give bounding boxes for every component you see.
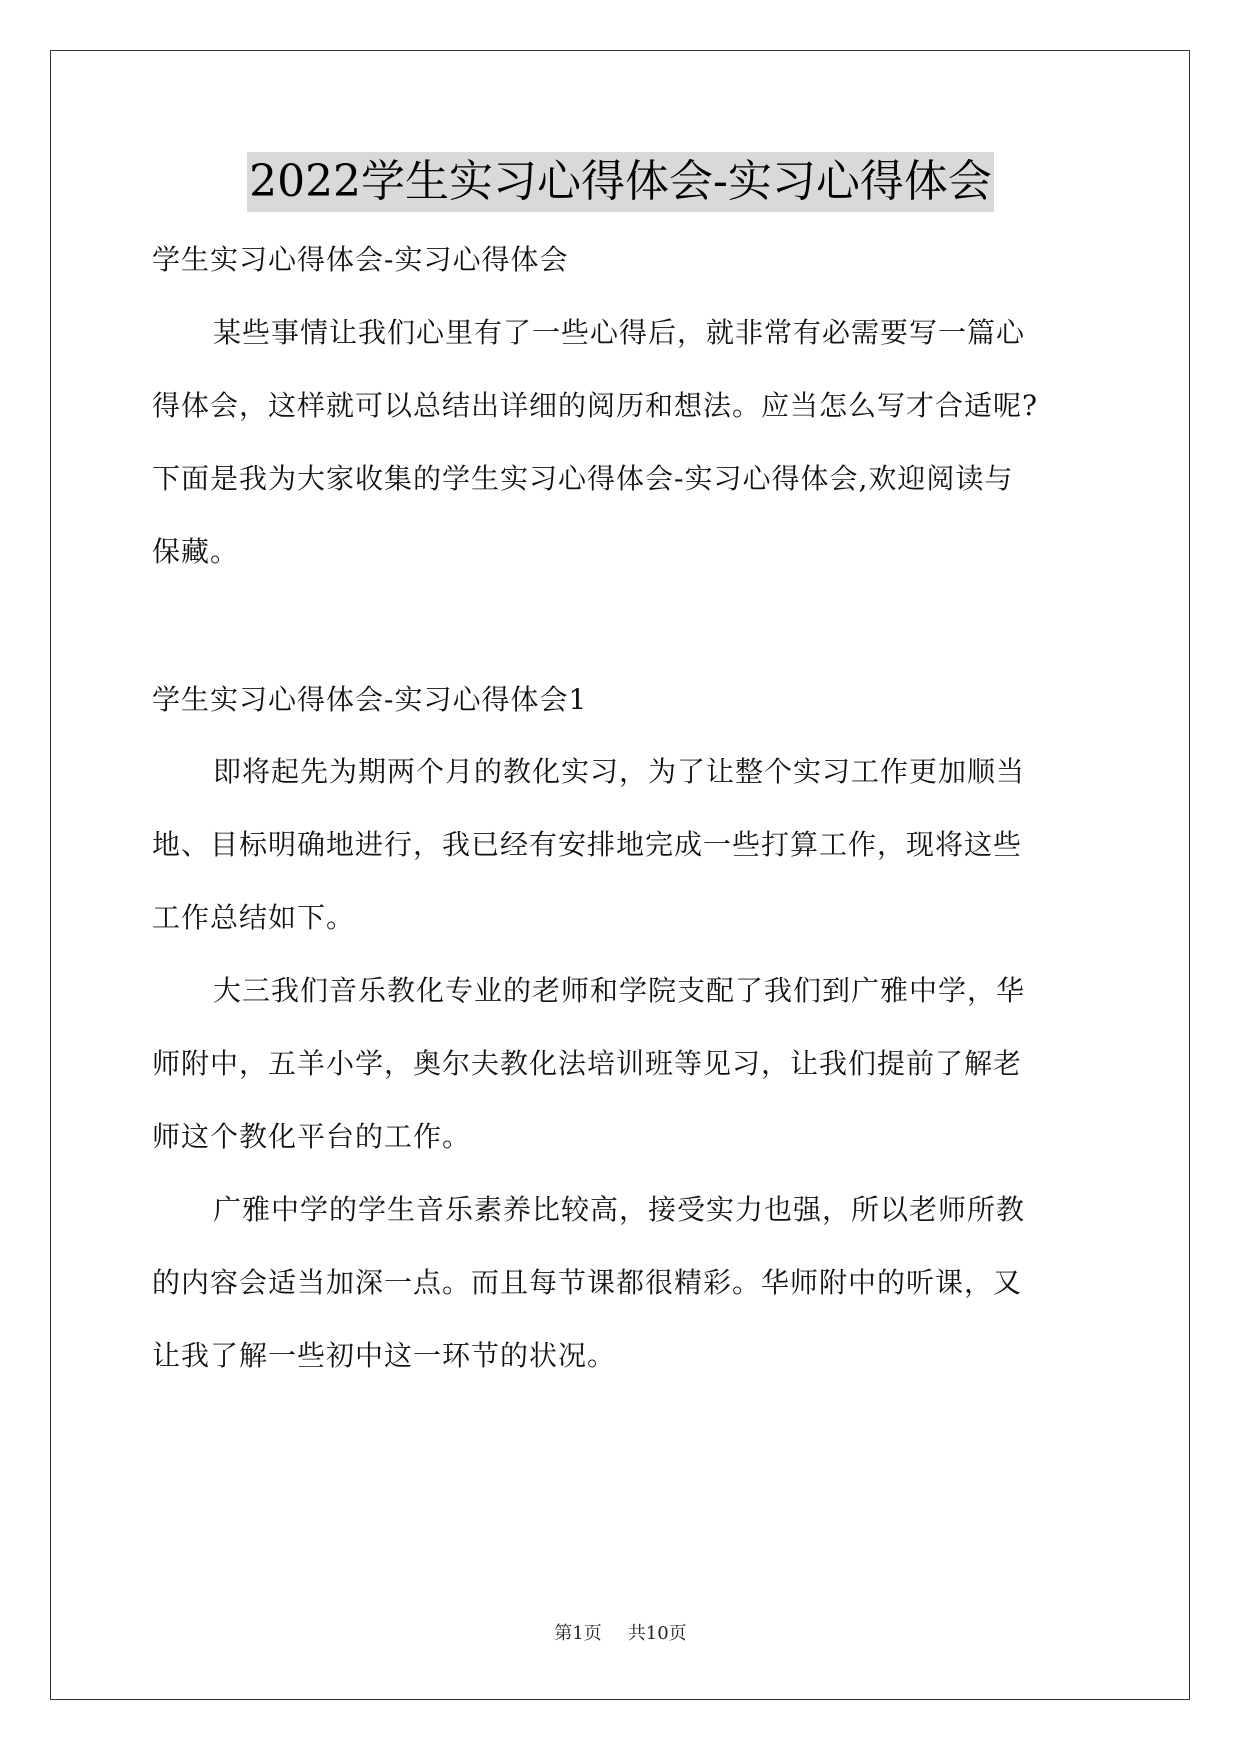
page-border xyxy=(50,50,1190,1700)
paragraph-line: 得体会，这样就可以总结出详细的阅历和想法。应当怎么写才合适呢? xyxy=(152,389,1039,422)
page-number: 第1页 xyxy=(554,1623,602,1644)
page-footer xyxy=(0,1622,1241,1646)
paragraph-line: 保藏。 xyxy=(152,535,240,568)
title-container xyxy=(0,152,1241,212)
paragraph-line: 工作总结如下。 xyxy=(152,901,356,934)
paragraph-line: 师附中，五羊小学，奥尔夫教化法培训班等见习，让我们提前了解老 xyxy=(152,1047,1023,1080)
page-total: 共10页 xyxy=(627,1623,687,1644)
paragraph-line: 让我了解一些初中这一环节的状况。 xyxy=(152,1339,617,1372)
paragraph-line: 师这个教化平台的工作。 xyxy=(152,1120,472,1153)
paragraph-line: 某些事情让我们心里有了一些心得后，就非常有必需要写一篇心 xyxy=(213,316,1026,349)
document-title: 2022学生实习心得体会-实习心得体会 xyxy=(247,152,994,212)
section-heading: 学生实习心得体会-实习心得体会1 xyxy=(152,683,588,716)
paragraph-line: 下面是我为大家收集的学生实习心得体会-实习心得体会,欢迎阅读与 xyxy=(152,462,1014,495)
subtitle-line: 学生实习心得体会-实习心得体会 xyxy=(152,243,569,276)
paragraph-line: 广雅中学的学生音乐素养比较高，接受实力也强，所以老师所教 xyxy=(213,1193,1026,1226)
paragraph-line: 地、目标明确地进行，我已经有安排地完成一些打算工作，现将这些 xyxy=(152,828,1023,861)
paragraph-line: 大三我们音乐教化专业的老师和学院支配了我们到广雅中学，华 xyxy=(213,974,1026,1007)
paragraph-line: 即将起先为期两个月的教化实习，为了让整个实习工作更加顺当 xyxy=(213,755,1026,788)
paragraph-line: 的内容会适当加深一点。而且每节课都很精彩。华师附中的听课，又 xyxy=(152,1266,1023,1299)
